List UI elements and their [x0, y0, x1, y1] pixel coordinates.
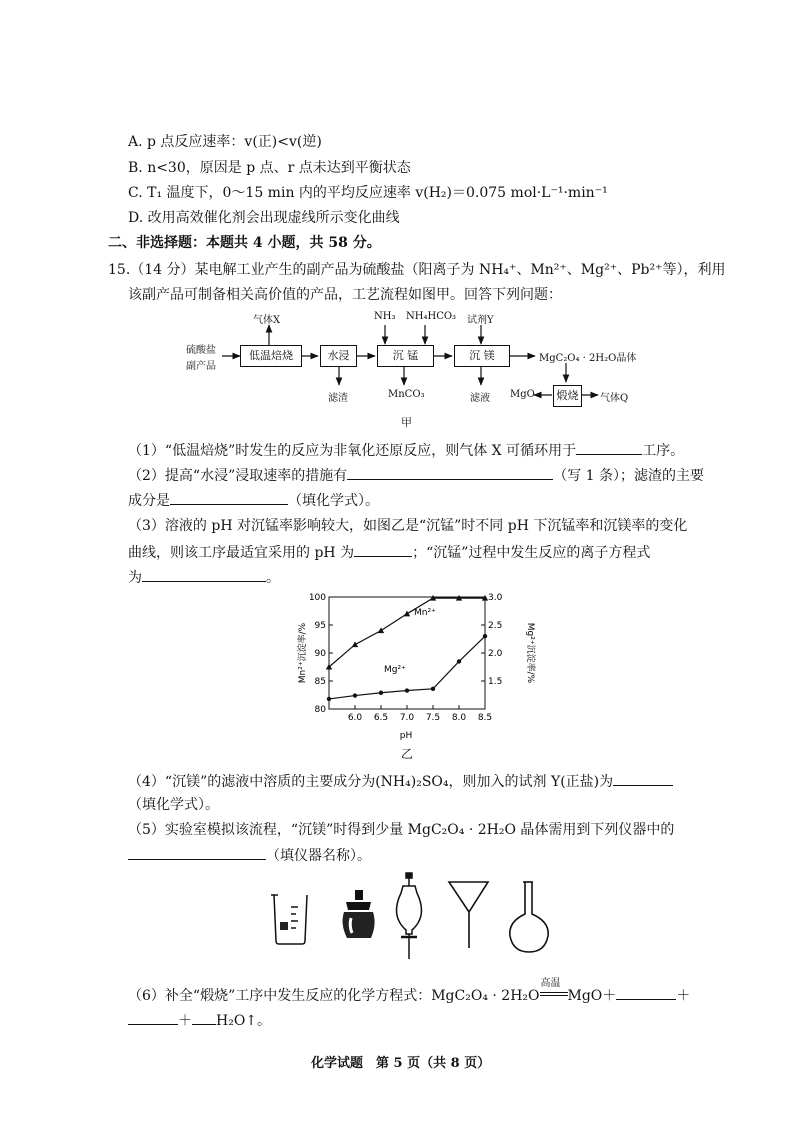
series-label-mn: Mn²⁺ — [414, 608, 436, 618]
separatory-funnel-icon — [397, 873, 422, 959]
q15-part-4-line-2: （填化学式）。 — [128, 797, 219, 813]
q15-part-5-text-b: （填仪器名称）。 — [266, 848, 371, 864]
answer-blank-2a[interactable] — [347, 465, 553, 480]
x-axis-label: pH — [399, 731, 413, 741]
chart-caption: 乙 — [401, 747, 414, 761]
q15-part-3-text-c: ；“沉锰”过程中发生反应的离子方程式 — [412, 545, 651, 561]
answer-blank-5[interactable] — [128, 845, 266, 860]
choice-c: C. T₁ 温度下，0～15 min 内的平均反应速率 v(H₂)＝0.075 mol·L⁻¹·min⁻¹ — [128, 185, 608, 201]
beaker-icon — [271, 895, 307, 944]
q15-part-1 — [128, 440, 684, 461]
q15-part-2-text-b: （写 1 条）；滤渣的主要 — [553, 468, 705, 484]
q15-part-2-text-c: 成分是 — [128, 493, 170, 509]
flow-crystal: MgC₂O₄ · 2H₂O晶体 — [539, 353, 637, 364]
q15-part-3-line-3 — [128, 567, 280, 588]
data-point-circle — [379, 691, 383, 695]
answer-blank-3a[interactable] — [354, 542, 412, 557]
q15-part-6-plus: ＋ — [676, 988, 691, 1004]
answer-blank-6a[interactable] — [616, 985, 676, 1000]
q15-part-3-text-b: 曲线，则该工序最适宜采用的 pH 为 — [128, 545, 355, 561]
answer-blank-4[interactable] — [613, 771, 673, 786]
x-axis-ticks — [348, 705, 492, 723]
q15-part-2-text-a: （2）提高“水浸”浸取速率的措施有 — [128, 468, 348, 484]
q15-part-6-line-1 — [128, 978, 691, 1006]
x-tick-label: 8.5 — [477, 713, 493, 723]
flow-feed-1: 硫酸盐 — [186, 345, 216, 356]
q15-part-5-line-2 — [128, 845, 371, 866]
flow-feed-2: 副产品 — [186, 361, 216, 372]
data-point-circle — [483, 634, 487, 638]
q15-part-2-line-1 — [128, 465, 704, 486]
q15-part-1-end: 工序。 — [642, 443, 685, 459]
answer-blank-3b[interactable] — [142, 567, 266, 582]
alcohol-lamp-icon — [343, 890, 375, 938]
q15-part-4-line-1 — [128, 771, 673, 792]
left-tick-label: 90 — [314, 649, 326, 659]
x-tick-label: 8.0 — [451, 713, 467, 723]
choice-b: B. n<30，原因是 p 点、r 点未达到平衡状态 — [128, 160, 411, 176]
flow-step-calcine: 煅烧 — [553, 385, 582, 407]
flow-mgo: MgO — [510, 389, 535, 400]
choice-d: D. 改用高效催化剂会出现虚线所示变化曲线 — [128, 210, 400, 226]
left-axis-label: Mn²⁺沉淀率/% — [298, 622, 308, 684]
q15-part-3-line-1: （3）溶液的 pH 对沉锰率影响较大，如图乙是“沉锰”时不同 pH 下沉锰率和沉镁率的变化 — [128, 518, 688, 534]
answer-blank-6c[interactable] — [192, 1010, 216, 1025]
right-axis-label: Mg²⁺沉淀率/% — [525, 622, 535, 684]
flow-nh3: NH₃ — [374, 311, 396, 322]
chart-series — [326, 595, 488, 701]
left-tick-label: 80 — [314, 705, 326, 715]
precipitation-chart — [296, 592, 536, 742]
answer-blank-6b[interactable] — [128, 1010, 178, 1025]
answer-blank-2b[interactable] — [170, 490, 288, 505]
answer-blank-1[interactable] — [576, 440, 642, 455]
data-point-circle — [353, 693, 357, 697]
flow-step-mg-precip: 沉 镁 — [454, 345, 510, 367]
flow-nh4hco3: NH₄HCO₃ — [406, 311, 457, 322]
data-point-triangle — [352, 641, 358, 647]
flow-mnco3: MnCO₃ — [388, 389, 425, 400]
right-tick-label: 1.5 — [488, 677, 503, 687]
x-tick-label: 6.0 — [347, 713, 363, 723]
q15-part-6-text-a: （6）补全“煅烧”工序中发生反应的化学方程式：MgC₂O₄ · 2H₂O — [128, 988, 540, 1004]
q15-part-2-text-d: （填化学式）。 — [288, 493, 379, 509]
q15-part-6-text-d: H₂O↑。 — [216, 1013, 272, 1029]
right-tick-label: 2.5 — [488, 621, 503, 631]
flow-gas-q: 气体Q — [600, 393, 629, 404]
q15-part-3-line-2 — [128, 542, 650, 563]
q15-intro-2: 该副产品可制备相关高价值的产品，工艺流程如图甲。回答下列问题： — [128, 287, 562, 303]
flow-step-roast: 低温焙烧 — [240, 345, 302, 367]
right-tick-label: 3.0 — [488, 593, 503, 603]
left-tick-label: 100 — [308, 593, 326, 603]
reaction-arrow — [540, 978, 568, 1000]
reaction-condition: 高温 — [540, 978, 561, 989]
q15-part-6-text-c: ＋ — [178, 1013, 192, 1029]
q15-part-6-line-2 — [128, 1010, 271, 1031]
q15-part-4-text-a: （4）“沉镁”的滤液中溶质的主要成分为(NH₄)₂SO₄，则加入的试剂 Y(正盐)为 — [128, 774, 614, 790]
x-tick-label: 6.5 — [373, 713, 389, 723]
flow-diagram — [0, 0, 800, 430]
q15-part-5-line-1: （5）实验室模拟该流程，“沉镁”时得到少量 MgC₂O₄ · 2H₂O 晶体需用到下列仪器中的 — [128, 822, 675, 838]
lab-instruments — [0, 872, 800, 962]
q15-part-1-text: （1）“低温焙烧”时发生的反应为非氧化还原反应，则气体 X 可循环用于 — [128, 443, 577, 459]
series-label-mg: Mg²⁺ — [384, 665, 406, 675]
right-tick-label: 2.0 — [488, 649, 503, 659]
left-tick-label: 95 — [314, 621, 326, 631]
data-point-circle — [327, 697, 331, 701]
q15-part-3-text-e: 。 — [266, 570, 280, 586]
q15-part-6-text-b: MgO＋ — [567, 988, 617, 1004]
data-point-circle — [431, 687, 435, 691]
volumetric-flask-icon — [510, 882, 548, 952]
flow-reagent-y: 试剂Y — [467, 315, 494, 326]
flow-step-mn-precip: 沉 锰 — [377, 345, 434, 367]
q15-intro-1: 15.（14 分）某电解工业产生的副产品为硫酸盐（阳离子为 NH₄⁺、Mn²⁺、Mg²⁺、Pb²⁺等），利用 — [108, 262, 726, 278]
right-axis-ticks — [481, 593, 503, 687]
x-tick-label: 7.5 — [425, 713, 441, 723]
data-point-circle — [405, 688, 409, 692]
q15-part-2-line-2 — [128, 490, 379, 511]
data-point-circle — [457, 659, 461, 663]
flow-caption: 甲 — [401, 416, 412, 429]
flow-residue: 滤渣 — [328, 393, 348, 404]
q15-part-3-text-d: 为 — [128, 570, 142, 586]
funnel-icon — [449, 882, 488, 948]
page-footer: 化学试题 第 5 页（共 8 页） — [311, 1056, 491, 1071]
left-tick-label: 85 — [314, 677, 326, 687]
series-line-0 — [329, 598, 485, 667]
data-point-triangle — [378, 627, 384, 633]
flow-filtrate: 滤液 — [470, 393, 490, 404]
x-tick-label: 7.0 — [399, 713, 415, 723]
flow-step-water-leach: 水浸 — [320, 345, 357, 367]
section-title: 二、非选择题：本题共 4 小题，共 58 分。 — [108, 235, 381, 251]
flow-gas-x: 气体X — [253, 315, 281, 326]
data-point-triangle — [404, 611, 410, 617]
choice-a: A. p 点反应速率：v(正)<v(逆) — [128, 134, 322, 150]
